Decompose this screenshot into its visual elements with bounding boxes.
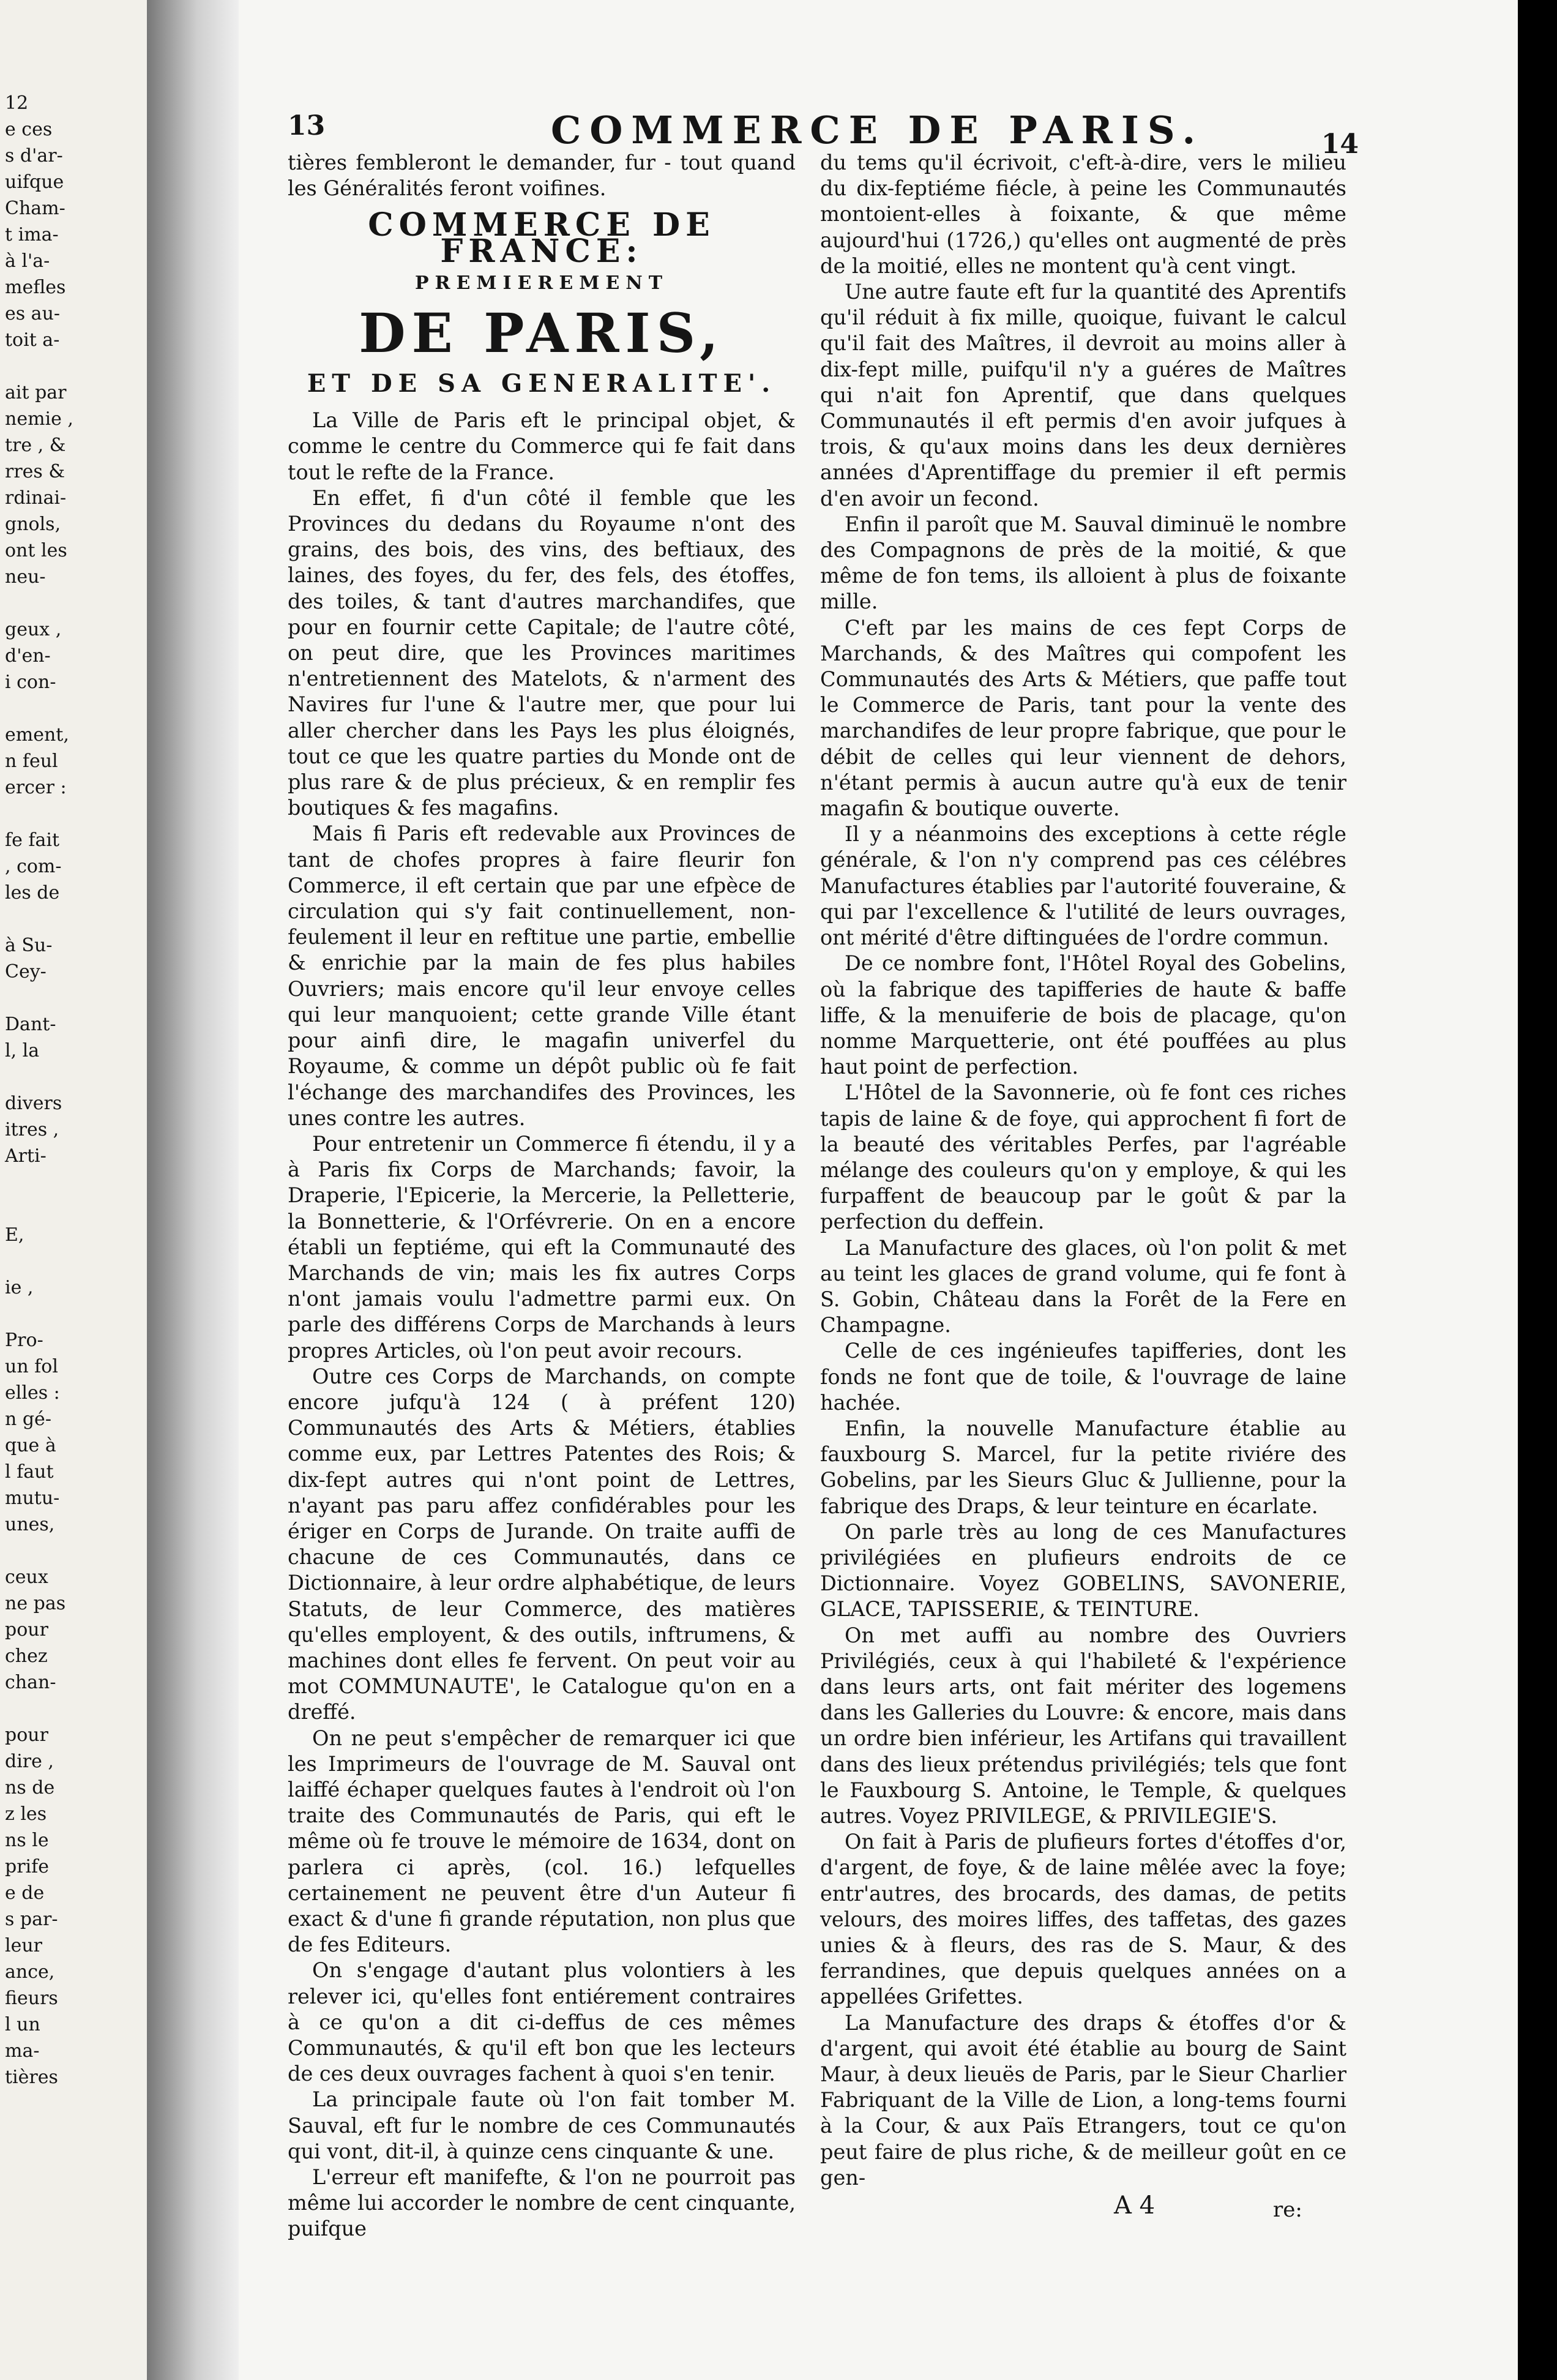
facing-page-fragment: ns de <box>5 1777 55 1798</box>
facing-page-fragment: toit a- <box>5 329 60 351</box>
facing-page-fragment: tre , & <box>5 435 66 456</box>
facing-page-fragment: z les <box>5 1803 47 1825</box>
facing-page-fragment: fe fait <box>5 829 60 851</box>
facing-page-fragment: ercer : <box>5 777 67 798</box>
right-column-paragraph: L'Hôtel de la Savonnerie, où fe font ces riches tapis de laine & de foye, qui approchent fi fort de la beauté des véritables Perfes, par l'agréable mélange des couleurs qu'on y employe, & qui les furpaffent de beaucoup par le goût & par la perfection du deffein. <box>820 1080 1346 1234</box>
facing-page-fragment: s par- <box>5 1909 58 1930</box>
facing-page-fragment: d'en- <box>5 645 51 667</box>
facing-page-fragment: unes, <box>5 1514 55 1535</box>
facing-page-fragment: mutu- <box>5 1488 60 1509</box>
left-column-paragraph: En effet, fi d'un côté il femble que les Provinces du dedans du Royaume n'ont des grains, des bois, des vins, des beftiaux, des laines, des foyes, du fer, des fels, des étoffes, des toiles, & tant d'autres marchandifes, que pour en fournir cette Capitale; de l'autre côté, on peut dire, que les Provinces maritimes n'entretiennent des Matelots, & n'arment des Navires fur l'une & l'autre mer, que pour lui aller chercher dans les Pays les plus éloignés, tout ce que les quatre parties du Monde ont de plus rare & de plus précieux, & en remplir fes boutiques & fes magafins. <box>288 485 796 820</box>
facing-page-fragment: dire , <box>5 1751 54 1772</box>
facing-page-fragment: gnols, <box>5 514 61 535</box>
facing-page-fragment: chan- <box>5 1672 56 1693</box>
right-column-paragraph: On fait à Paris de plufieurs fortes d'étoffes d'or, d'argent, de foye, & de laine mêlée avec la foye; entr'autres, des brocards, des damas, de petits velours, des moires liffes, des taffetas, des gazes unies & à fleurs, des ras de S. Maur, & des ferrandines, que depuis quelques années on a appellées Grifettes. <box>820 1830 1346 2009</box>
right-column-paragraph: Il y a néanmoins des exceptions à cette régle générale, & l'on n'y comprend pas ces célébres Manufactures établies par l'autorité fouveraine, & qui par l'excellence & l'utilité de leurs ouvrages, ont mérité d'être diftinguées de l'ordre commun. <box>820 822 1346 950</box>
right-column-paragraph: C'eft par les mains de ces fept Corps de Marchands, & des Maîtres qui compofent les Communautés des Arts & Métiers, que paffe tout le Commerce de Paris, tant pour la vente des marchandifes de leur propre fabrique, que pour le débit de celles qui leur viennent de dehors, n'étant permis à aucun autre qu'à eux de tenir magafin & boutique ouverte. <box>820 615 1346 821</box>
facing-page-fragment: e de <box>5 1882 45 1904</box>
facing-page-fragment: i con- <box>5 672 56 693</box>
facing-page-fragment: elles : <box>5 1382 60 1404</box>
facing-page-fragment: s d'ar- <box>5 145 63 167</box>
left-column-paragraph: La principale faute où l'on fait tomber M. Sauval, eft fur le nombre de ces Communautés qui vont, dit-il, à quinze cens cinquante & une. <box>288 2087 796 2163</box>
right-column-paragraph: On parle très au long de ces Manufactures privilégiées en plufieurs endroits de ce Dictionnaire. Voyez GOBELINS, SAVONERIE, GLACE, TAPISSERIE, & TEINTURE. <box>820 1519 1346 1622</box>
left-column-paragraph: On s'engage d'autant plus volontiers à les relever ici, qu'elles font entiérement contraires à ce qu'on a dit ci-deffus de ces mêmes Communautés, & qu'il eft bon que les lecteurs de ces deux ouvrages fachent à quoi s'en tenir. <box>288 1958 796 2086</box>
left-column-heading: ET DE SA GENERALITE'. <box>307 369 777 399</box>
facing-page-fragment: un fol <box>5 1356 58 1377</box>
left-column-paragraph: Pour entretenir un Commerce fi étendu, il y a à Paris fix Corps de Marchands; favoir, la Draperie, l'Epicerie, la Mercerie, la Pelletterie, la Bonnetterie, & l'Orfévrerie. On en a encore établi un feptiéme, qui eft la Communauté des Marchands de vin; mais les fix autres Corps n'ont jamais voulu l'admettre parmi eux. On parle des différens Corps de Marchands à leurs propres Articles, où l'on peut avoir recours. <box>288 1131 796 1363</box>
left-column-heading: COMMERCE DE FRANCE: <box>368 206 715 270</box>
facing-page-fragment: à Su- <box>5 935 53 956</box>
right-column-paragraph: Une autre faute eft fur la quantité des Aprentifs qu'il réduit à fix mille, quoique, fuivant le calcul qu'il fait des Maîtres, il devroit au moins aller à dix-fept mille, puifqu'il n'y a guéres de Maîtres qui n'ait fon Aprentif, que dans quelques Communautés il eft permis d'en avoir jufques à trois, & qu'aux moins dans les deux dernières années d'Aprentiffage du premier il eft permis d'en avoir un fecond. <box>820 280 1346 511</box>
facing-page-fragment: chez <box>5 1645 48 1667</box>
left-column-paragraph: On ne peut s'empêcher de remarquer ici que les Imprimeurs de l'ouvrage de M. Sauval ont laiffé échaper quelques fautes à l'endroit où l'on traite des Communautés de Paris, qui eft le même où fe trouve le mémoire de 1634, dont on parlera ci après, (col. 16.) lefquelles certainement ne peuvent être d'un Auteur fi exact & d'une fi grande réputation, non plus que de fes Editeurs. <box>288 1726 796 1957</box>
facing-page-fragment: ont les <box>5 540 67 561</box>
facing-page-fragment: à l'a- <box>5 250 50 272</box>
facing-page-fragment: n gé- <box>5 1409 51 1430</box>
facing-page-fragment: Cham- <box>5 198 65 219</box>
facing-page-fragment: rdinai- <box>5 487 67 509</box>
facing-page-fragment: pour <box>5 1724 48 1746</box>
facing-page-fragment: 12 <box>5 92 29 114</box>
facing-page-fragment: ie , <box>5 1277 34 1298</box>
facing-page-fragment: t ima- <box>5 224 59 245</box>
facing-page-fragment: pour <box>5 1619 48 1641</box>
facing-page-fragment: geux , <box>5 619 62 640</box>
facing-page-fragment: ma- <box>5 2040 40 2062</box>
running-header <box>288 108 1359 160</box>
facing-page-fragment: ement, <box>5 724 69 746</box>
page-number-right: 14 <box>1321 129 1359 160</box>
facing-page-fragment: Arti- <box>5 1145 47 1167</box>
left-column-paragraph: Mais fi Paris eft redevable aux Provinces de tant de chofes propres à faire fleurir fon Commerce, il eft certain que par une efpèce de circulation qui s'y fait continuellement, non-feulement il leur en reftitue une partie, embellie & enrichie par la main de fes plus habiles Ouvriers; mais encore qu'il leur envoye celles qui leur manquoient; cette grande Ville étant pour ainfi dire, le magafin univerfel du Royaume, & comme un dépôt public où fe fait l'échange des marchandifes des Provinces, les unes contre les autres. <box>288 821 796 1130</box>
left-column-heading: DE PARIS, <box>359 301 725 365</box>
left-column-paragraph: La Ville de Paris eft le principal objet, & comme le centre du Commerce qui fe fait dans tout le refte de la France. <box>288 408 796 484</box>
book-gutter <box>147 0 239 2380</box>
facing-page-fragment: Pro- <box>5 1330 43 1351</box>
facing-page-fragment: prife <box>5 1856 49 1877</box>
left-column-paragraph: Outre ces Corps de Marchands, on compte encore jufqu'à 124 ( à préfent 120) Communautés des Arts & Métiers, établies comme eux, par Lettres Patentes des Rois; & dix-fept autres qui n'ont point de Lettres, n'ayant pas paru affez confidérables pour les ériger en Corps de Jurande. On traite auffi de chacune de ces Communautés, dans ce Dictionnaire, à leur ordre alphabétique, de leurs Statuts, de leur Commerce, des matières qu'elles employent, & des outils, inftrumens, & machines dont elles fe fervent. On peut voir au mot COMMUNAUTE', le Catalogue qu'on en a dreffé. <box>288 1364 796 1724</box>
facing-page-fragment: l faut <box>5 1461 54 1483</box>
right-column-paragraph: La Manufacture des draps & étoffes d'or & d'argent, qui avoit été établie au bourg de Saint Maur, à deux lieuës de Paris, par le Sieur Charlier Fabriquant de la Ville de Lion, a long-tems fourni à la Cour, & aux Païs Etrangers, tout ce qu'on peut faire de plus riche, & de meilleur goût en ce gen- <box>820 2010 1346 2190</box>
right-column-paragraph: De ce nombre font, l'Hôtel Royal des Gobelins, où la fabrique des tapifferies de haute & baffe liffe, & la menuiferie de bois de placage, qu'on nomme Marquetterie, ont été pouffées au plus haut point de perfection. <box>820 951 1346 1079</box>
right-column-paragraph: Enfin, la nouvelle Manufacture établie au fauxbourg S. Marcel, fur la petite riviére des Gobelins, par les Sieurs Gluc & Jullienne, pour la fabrique des Draps, & leur teinture en écarlate. <box>820 1416 1346 1518</box>
facing-page-fragment: leur <box>5 1935 43 1956</box>
signature-mark: A 4 <box>1114 2191 1156 2220</box>
left-column-heading: PREMIEREMENT <box>414 272 669 294</box>
facing-page-fragment: uifque <box>5 171 64 193</box>
running-title: COMMERCE DE PARIS. <box>551 108 1204 152</box>
facing-page-fragment: mefles <box>5 277 66 298</box>
facing-page-fragment: Cey- <box>5 961 47 982</box>
facing-page-fragment: ceux <box>5 1566 48 1588</box>
catchword: re: <box>1273 2198 1302 2222</box>
facing-page-fragment: nemie , <box>5 408 73 430</box>
left-column-paragraph: tières fembleront le demander, fur - tout quand les Généralités feront voifines. <box>288 151 796 201</box>
facing-page-fragment: les de <box>5 882 60 904</box>
facing-page-fragment: tières <box>5 2067 58 2088</box>
facing-page-fragment: es au- <box>5 303 61 324</box>
facing-page-fragment: n feul <box>5 750 58 772</box>
facing-page-fragment: fieurs <box>5 1988 58 2009</box>
facing-page-fragment: ns le <box>5 1830 49 1851</box>
facing-page-bleed <box>0 0 147 2380</box>
facing-page-fragment: itres , <box>5 1119 59 1140</box>
right-column-paragraph: On met auffi au nombre des Ouvriers Privilégiés, ceux à qui l'habileté & l'expérience dans leurs arts, ont fait mériter des logemens dans les Galleries du Louvre: & encore, mais dans un ordre bien inférieur, les Artifans qui travaillent dans des lieux prétendus privilégiés; tels que font le Fauxbourg S. Antoine, le Temple, & quelques autres. Voyez PRIVILEGE, & PRIVILEGIE'S. <box>820 1623 1346 1828</box>
facing-page-fragment: E, <box>5 1224 24 1246</box>
facing-page-fragment: ance, <box>5 1961 55 1983</box>
facing-page-fragment: , com- <box>5 856 62 877</box>
facing-page-fragment: e ces <box>5 119 53 140</box>
facing-page-fragment: l, la <box>5 1040 40 1061</box>
right-column <box>820 150 1346 2191</box>
page-number-left: 13 <box>288 110 326 141</box>
right-column-paragraph: du tems qu'il écrivoit, c'eft-à-dire, vers le milieu du dix-feptiéme fiécle, à peine les Communautés montoient-elles à foixante, & que même aujourd'hui (1726,) qu'elles ont augmenté de près de la moitié, elles ne montent qu'à cent vingt. <box>820 151 1346 278</box>
left-column <box>288 150 796 2242</box>
right-column-paragraph: Celle de ces ingénieufes tapifferies, dont les fonds ne font que de toile, & l'ouvrage de laine hachée. <box>820 1339 1346 1415</box>
right-column-paragraph: Enfin il paroît que M. Sauval diminuë le nombre des Compagnons de près de la moitié, & que même de fon tems, ils alloient à plus de foixante mille. <box>820 512 1346 614</box>
facing-page-fragment: neu- <box>5 566 46 588</box>
facing-page-fragment: Dant- <box>5 1014 56 1035</box>
facing-page-fragment: rres & <box>5 461 65 482</box>
facing-page-fragment: l un <box>5 2014 40 2035</box>
facing-page-fragment: que à <box>5 1435 56 1456</box>
left-column-paragraph: L'erreur eft manifefte, & l'on ne pourroit pas même lui accorder le nombre de cent cinquante, puifque <box>288 2165 796 2241</box>
facing-page-fragment: ne pas <box>5 1593 66 1614</box>
right-column-paragraph: La Manufacture des glaces, où l'on polit & met au teint les glaces de grand volume, qui fe font à S. Gobin, Château dans la Forêt de la Fere en Champagne. <box>820 1235 1346 1338</box>
facing-page-fragment: divers <box>5 1093 62 1114</box>
facing-page-fragment: ait par <box>5 382 67 403</box>
scan-edge <box>1518 0 1557 2380</box>
